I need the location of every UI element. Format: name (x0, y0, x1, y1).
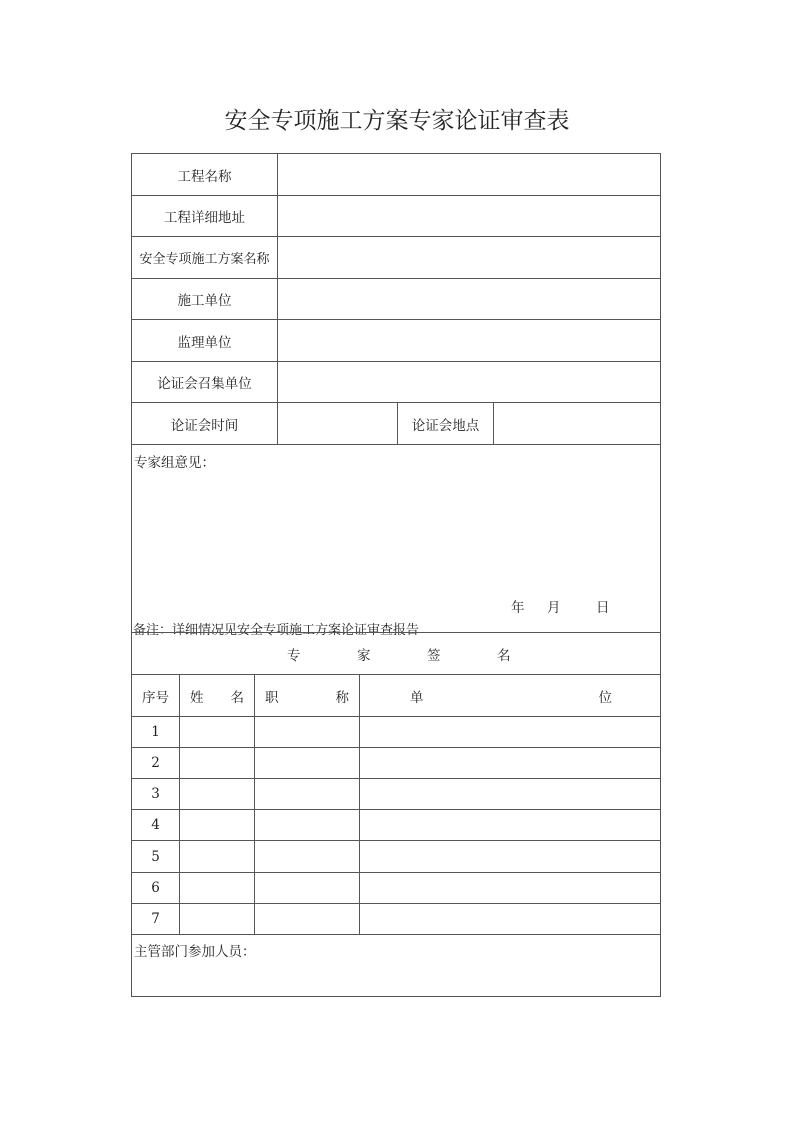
remark-note: 备注：详细情况见安全专项施工方案论证审查报告 (133, 623, 420, 638)
plan-name-field[interactable] (277, 236, 661, 279)
construction-unit-field[interactable] (277, 278, 661, 320)
label-plan-name: 安全专项施工方案名称 (131, 236, 278, 279)
title-cell[interactable] (254, 840, 360, 873)
col-name-char: 名 (230, 689, 244, 706)
label-project-name: 工程名称 (131, 153, 278, 196)
row-number: 2 (131, 747, 180, 779)
meeting-place-field[interactable] (493, 402, 661, 445)
col-name (179, 674, 255, 717)
unit-cell[interactable] (359, 903, 661, 935)
name-cell[interactable] (179, 778, 255, 810)
unit-cell[interactable] (359, 809, 661, 841)
unit-cell[interactable] (359, 747, 661, 779)
name-cell[interactable] (179, 747, 255, 779)
col-title-char: 称 (335, 689, 349, 706)
unit-cell[interactable] (359, 872, 661, 904)
project-address-field[interactable] (277, 195, 661, 237)
expert-opinion-label: 专家组意见： (134, 455, 215, 471)
label-construction-unit: 施工单位 (131, 278, 278, 320)
name-cell[interactable] (179, 716, 255, 748)
label-project-address: 工程详细地址 (131, 195, 278, 237)
expert-signature-header (131, 632, 661, 675)
col-unit-char: 位 (598, 689, 612, 706)
expert-opinion-field[interactable] (131, 444, 661, 633)
row-number: 7 (131, 903, 180, 935)
project-name-field[interactable] (277, 153, 661, 196)
unit-cell[interactable] (359, 778, 661, 810)
unit-cell[interactable] (359, 840, 661, 873)
year-label: 年 (511, 600, 525, 616)
col-no: 序号 (131, 674, 180, 717)
title-cell[interactable] (254, 872, 360, 904)
convening-unit-field[interactable] (277, 361, 661, 403)
unit-cell[interactable] (359, 716, 661, 748)
col-unit (359, 674, 661, 717)
name-cell[interactable] (179, 840, 255, 873)
row-number: 3 (131, 778, 180, 810)
sig-char: 家 (357, 647, 371, 664)
title-cell[interactable] (254, 778, 360, 810)
title-cell[interactable] (254, 809, 360, 841)
title-cell[interactable] (254, 716, 360, 748)
sig-char: 签 (427, 647, 441, 664)
day-label: 日 (596, 600, 610, 616)
supervision-unit-field[interactable] (277, 319, 661, 362)
month-label: 月 (547, 600, 561, 616)
col-name-char: 姓 (190, 689, 204, 706)
meeting-time-field[interactable] (277, 402, 398, 445)
name-cell[interactable] (179, 872, 255, 904)
row-number: 5 (131, 840, 180, 873)
col-title (254, 674, 360, 717)
name-cell[interactable] (179, 809, 255, 841)
title-cell[interactable] (254, 747, 360, 779)
row-number: 4 (131, 809, 180, 841)
sig-char: 名 (497, 647, 511, 664)
label-meeting-place: 论证会地点 (397, 402, 494, 445)
row-number: 6 (131, 872, 180, 904)
label-supervision-unit: 监理单位 (131, 319, 278, 362)
label-meeting-time: 论证会时间 (131, 402, 278, 445)
col-unit-char: 单 (410, 689, 424, 706)
label-convening-unit: 论证会召集单位 (131, 361, 278, 403)
sig-char: 专 (287, 647, 301, 664)
row-number: 1 (131, 716, 180, 748)
title-cell[interactable] (254, 903, 360, 935)
attendees-label: 主管部门参加人员： (134, 944, 256, 960)
page-title: 安全专项施工方案专家论证审查表 (224, 108, 570, 134)
name-cell[interactable] (179, 903, 255, 935)
col-title-char: 职 (265, 689, 279, 706)
